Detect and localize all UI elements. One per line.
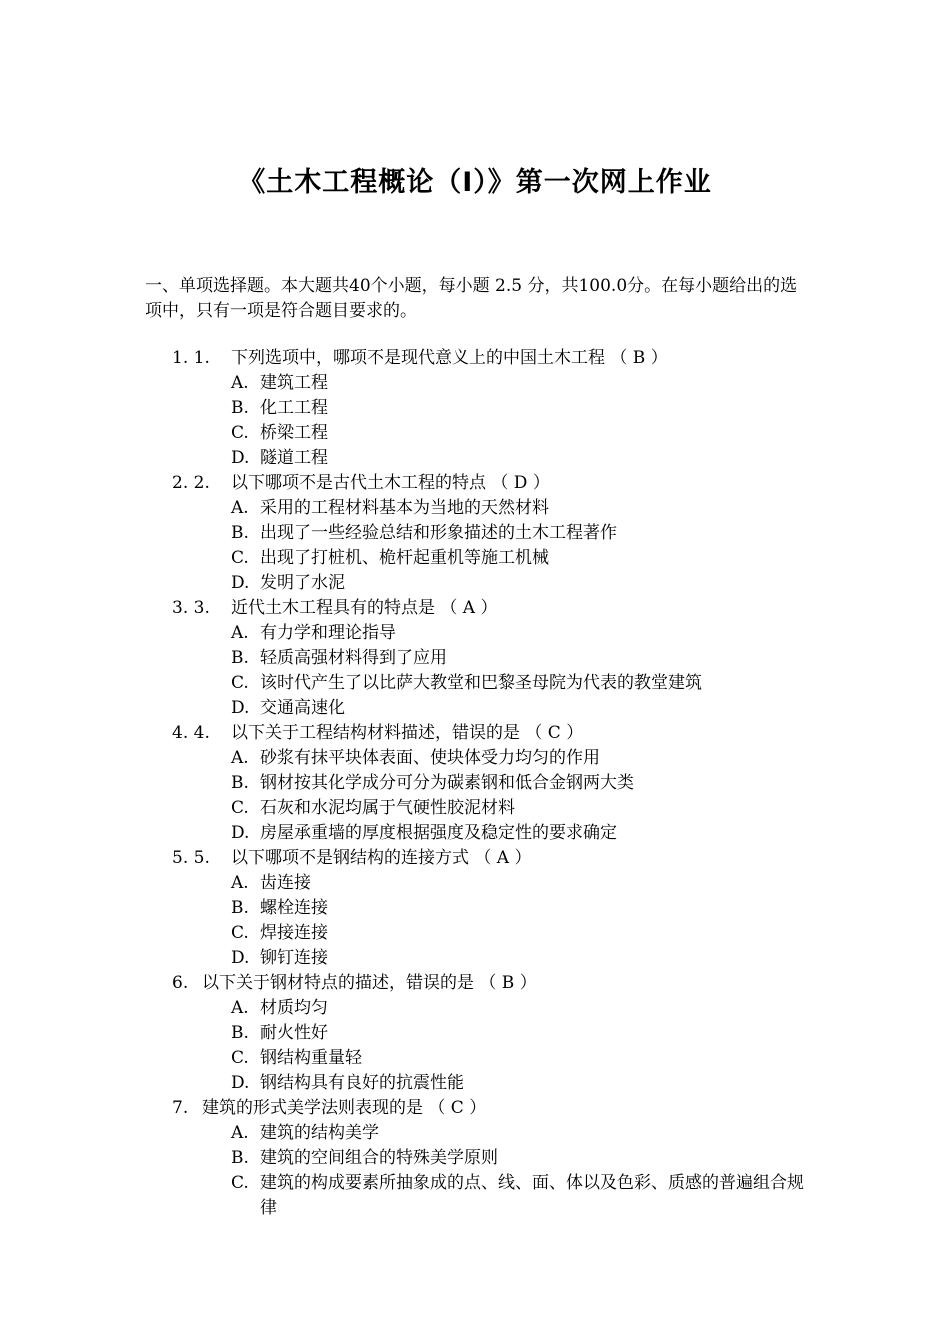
question-row bbox=[0, 721, 950, 746]
option-row bbox=[0, 371, 950, 396]
option-text: 隧道工程 bbox=[260, 448, 328, 468]
question-text: 以下哪项不是钢结构的连接方式 （ A ） bbox=[231, 848, 532, 868]
option-letter: A. bbox=[231, 498, 249, 518]
option-letter: D. bbox=[231, 573, 250, 593]
question-row bbox=[0, 596, 950, 621]
option-text: 钢结构重量轻 bbox=[260, 1048, 362, 1068]
option-text: 该时代产生了以比萨大教堂和巴黎圣母院为代表的教堂建筑 bbox=[260, 673, 702, 693]
option-letter: A. bbox=[231, 1123, 249, 1143]
question-number: 6. bbox=[172, 973, 189, 993]
option-row bbox=[0, 796, 950, 821]
option-letter: B. bbox=[231, 398, 249, 418]
option-text: 采用的工程材料基本为当地的天然材料 bbox=[260, 498, 549, 518]
option-letter: C. bbox=[231, 423, 249, 443]
option-letter: D. bbox=[231, 448, 250, 468]
question-number: 3. 3. bbox=[172, 598, 210, 618]
question-row bbox=[0, 346, 950, 371]
option-letter: C. bbox=[231, 798, 249, 818]
question-text: 以下关于钢材特点的描述，错误的是 （ B ） bbox=[202, 973, 537, 993]
question-text: 建筑的形式美学法则表现的是 （ C ） bbox=[202, 1098, 487, 1118]
option-text: 螺栓连接 bbox=[260, 898, 328, 918]
option-row bbox=[0, 771, 950, 796]
option-row bbox=[0, 946, 950, 971]
option-row bbox=[0, 1046, 950, 1071]
question-text: 以下关于工程结构材料描述，错误的是 （ C ） bbox=[231, 723, 584, 743]
option-letter: B. bbox=[231, 648, 249, 668]
option-text: 房屋承重墙的厚度根据强度及稳定性的要求确定 bbox=[260, 823, 617, 843]
option-text: 发明了水泥 bbox=[260, 573, 345, 593]
option-row bbox=[0, 821, 950, 846]
option-row bbox=[0, 696, 950, 721]
option-row bbox=[0, 521, 950, 546]
question-number: 5. 5. bbox=[172, 848, 210, 868]
question-row bbox=[0, 1096, 950, 1121]
option-letter: D. bbox=[231, 948, 250, 968]
option-row bbox=[0, 671, 950, 696]
option-row bbox=[0, 621, 950, 646]
option-text: 建筑工程 bbox=[260, 373, 328, 393]
option-text: 交通高速化 bbox=[260, 698, 345, 718]
option-text: 出现了打桩机、桅杆起重机等施工机械 bbox=[260, 548, 549, 568]
option-row bbox=[0, 1121, 950, 1146]
option-letter: D. bbox=[231, 823, 250, 843]
question-number: 2. 2. bbox=[172, 473, 210, 493]
option-text: 有力学和理论指导 bbox=[260, 623, 396, 643]
option-row bbox=[0, 421, 950, 446]
option-text: 建筑的空间组合的特殊美学原则 bbox=[260, 1148, 498, 1168]
section-intro: 一、单项选择题。本大题共40个小题，每小题 2.5 分，共100.0分。在每小题给出的选项中，只有一项是符合题目要求的。 bbox=[145, 276, 798, 321]
question-row bbox=[0, 971, 950, 996]
option-row bbox=[0, 1071, 950, 1096]
question-text: 近代土木工程具有的特点是 （ A ） bbox=[231, 598, 498, 618]
option-letter: C. bbox=[231, 1173, 249, 1193]
option-text: 钢材按其化学成分可分为碳素钢和低合金钢两大类 bbox=[260, 773, 634, 793]
question-row bbox=[0, 471, 950, 496]
option-text: 钢结构具有良好的抗震性能 bbox=[260, 1073, 464, 1093]
option-row bbox=[0, 746, 950, 771]
option-letter: C. bbox=[231, 548, 249, 568]
question-text: 下列选项中，哪项不是现代意义上的中国土木工程 （ B ） bbox=[231, 348, 668, 368]
option-text: 建筑的构成要素所抽象成的点、线、面、体以及色彩、质感的普遍组合规律 bbox=[260, 1173, 804, 1218]
option-row bbox=[0, 1171, 950, 1221]
question-number: 1. 1. bbox=[172, 348, 210, 368]
option-row bbox=[0, 396, 950, 421]
option-letter: A. bbox=[231, 373, 249, 393]
option-row bbox=[0, 996, 950, 1021]
option-row bbox=[0, 1021, 950, 1046]
document-title: 《土木工程概论（Ⅰ）》第一次网上作业 bbox=[238, 167, 712, 198]
option-row bbox=[0, 921, 950, 946]
option-text: 建筑的结构美学 bbox=[260, 1123, 379, 1143]
option-letter: C. bbox=[231, 1048, 249, 1068]
option-text: 出现了一些经验总结和形象描述的土木工程著作 bbox=[260, 523, 617, 543]
option-letter: A. bbox=[231, 998, 249, 1018]
option-letter: A. bbox=[231, 748, 249, 768]
option-text: 砂浆有抹平块体表面、使块体受力均匀的作用 bbox=[260, 748, 600, 768]
option-text: 耐火性好 bbox=[260, 1023, 328, 1043]
option-text: 材质均匀 bbox=[260, 998, 328, 1018]
option-text: 铆钉连接 bbox=[260, 948, 328, 968]
option-row bbox=[0, 871, 950, 896]
question-number: 4. 4. bbox=[172, 723, 210, 743]
option-row bbox=[0, 446, 950, 471]
question-number: 7. bbox=[172, 1098, 189, 1118]
option-letter: D. bbox=[231, 1073, 250, 1093]
option-row bbox=[0, 571, 950, 596]
option-letter: B. bbox=[231, 898, 249, 918]
option-row bbox=[0, 896, 950, 921]
option-text: 化工工程 bbox=[260, 398, 328, 418]
option-text: 石灰和水泥均属于气硬性胶泥材料 bbox=[260, 798, 515, 818]
question-row bbox=[0, 846, 950, 871]
question-text: 以下哪项不是古代土木工程的特点 （ D ） bbox=[231, 473, 550, 493]
option-letter: B. bbox=[231, 523, 249, 543]
question-list bbox=[0, 346, 950, 1221]
option-row bbox=[0, 496, 950, 521]
option-letter: D. bbox=[231, 698, 250, 718]
option-text: 齿连接 bbox=[260, 873, 311, 893]
option-row bbox=[0, 546, 950, 571]
option-letter: A. bbox=[231, 873, 249, 893]
option-row bbox=[0, 646, 950, 671]
option-text: 桥梁工程 bbox=[260, 423, 328, 443]
option-letter: C. bbox=[231, 673, 249, 693]
option-letter: B. bbox=[231, 1148, 249, 1168]
option-letter: A. bbox=[231, 623, 249, 643]
option-text: 轻质高强材料得到了应用 bbox=[260, 648, 447, 668]
option-row bbox=[0, 1146, 950, 1171]
option-letter: C. bbox=[231, 923, 249, 943]
option-letter: B. bbox=[231, 773, 249, 793]
option-letter: B. bbox=[231, 1023, 249, 1043]
option-text: 焊接连接 bbox=[260, 923, 328, 943]
